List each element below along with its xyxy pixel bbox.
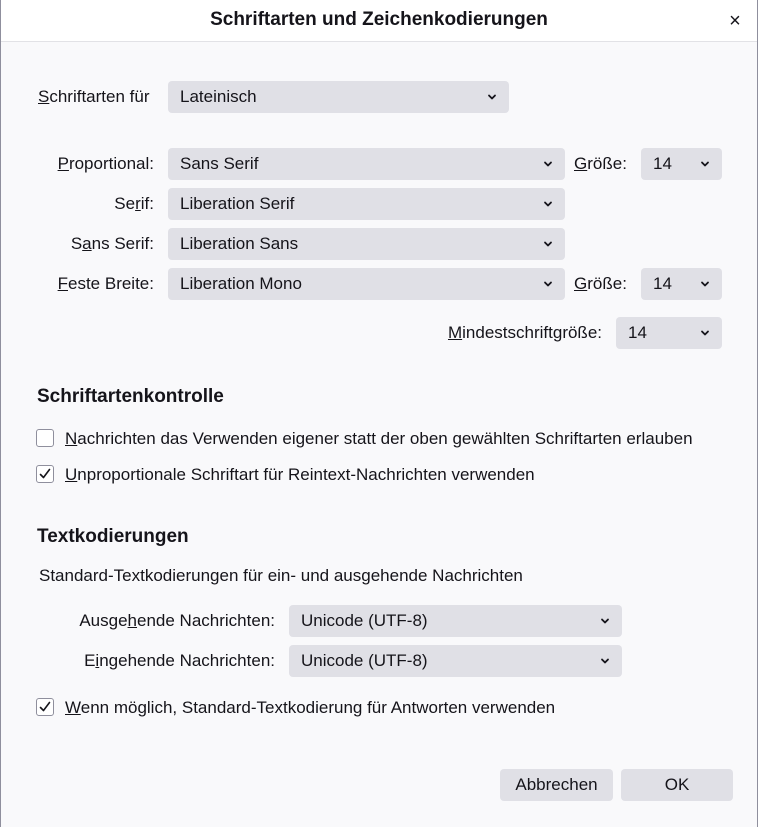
fonts-for-dropdown[interactable] (168, 81, 509, 113)
monospace-font-value: Liberation Mono (180, 274, 302, 293)
fonts-for-label: Schriftarten für (38, 87, 150, 106)
monospace-size-label: Größe: (574, 274, 627, 293)
close-icon: × (729, 10, 741, 32)
reply-default-encoding-checkbox[interactable] (36, 698, 54, 716)
close-button[interactable] (721, 7, 749, 35)
incoming-encoding-label: Eingehende Nachrichten: (84, 651, 275, 670)
outgoing-encoding-value: Unicode (UTF-8) (301, 611, 428, 630)
serif-label: Serif: (114, 194, 154, 213)
chevron-down-icon (487, 92, 497, 102)
incoming-encoding-value: Unicode (UTF-8) (301, 651, 428, 670)
monospace-label: Feste Breite: (57, 274, 154, 293)
chevron-down-icon (543, 159, 553, 169)
proportional-size-dropdown[interactable] (641, 148, 722, 180)
monospace-font-dropdown[interactable] (168, 268, 565, 300)
monospace-plaintext-checkbox[interactable] (36, 465, 54, 483)
text-encoding-description: Standard-Textkodierungen für ein- und ausgehende Nachrichten (39, 566, 523, 585)
chevron-down-icon (600, 616, 610, 626)
serif-font-dropdown[interactable] (168, 188, 565, 220)
proportional-font-dropdown[interactable] (168, 148, 565, 180)
checkmark-icon (38, 700, 52, 714)
monospace-size-dropdown[interactable] (641, 268, 722, 300)
chevron-down-icon (700, 279, 710, 289)
allow-own-fonts-label[interactable]: Nachrichten das Verwenden eigener statt der oben gewählten Schriftarten erlauben (65, 429, 693, 448)
allow-own-fonts-checkbox[interactable] (36, 429, 54, 447)
ok-button[interactable]: OK (621, 769, 733, 801)
reply-default-encoding-label[interactable]: Wenn möglich, Standard-Textkodierung für Antworten verwenden (65, 698, 556, 717)
proportional-label: Proportional: (57, 154, 154, 173)
sans-serif-font-dropdown[interactable] (168, 228, 565, 260)
incoming-encoding-dropdown[interactable] (289, 645, 622, 677)
chevron-down-icon (600, 656, 610, 666)
checkmark-icon (38, 467, 52, 481)
dialog-titlebar (1, 0, 757, 42)
chevron-down-icon (543, 279, 553, 289)
proportional-size-label: Größe: (574, 154, 627, 173)
outgoing-encoding-dropdown[interactable] (289, 605, 622, 637)
serif-font-value: Liberation Serif (180, 194, 295, 213)
chevron-down-icon (543, 239, 553, 249)
sans-serif-font-value: Liberation Sans (180, 234, 299, 253)
chevron-down-icon (700, 159, 710, 169)
min-size-label: Mindestschriftgröße: (447, 323, 602, 342)
chevron-down-icon (543, 199, 553, 209)
outgoing-encoding-label: Ausgehende Nachrichten: (79, 611, 275, 630)
cancel-button[interactable]: Abbrechen (500, 769, 613, 801)
proportional-size-value: 14 (653, 154, 672, 173)
min-size-value: 14 (628, 323, 647, 342)
fonts-for-value: Lateinisch (180, 87, 257, 106)
sans-serif-label: Sans Serif: (70, 234, 154, 253)
min-size-dropdown[interactable] (616, 317, 722, 349)
monospace-plaintext-label[interactable]: Unproportionale Schriftart für Reintext-Nachrichten verwenden (65, 465, 535, 484)
text-encoding-heading: Textkodierungen (37, 526, 189, 547)
font-control-heading: Schriftartenkontrolle (37, 386, 224, 407)
dialog-title: Schriftarten und Zeichenkodierungen (210, 9, 548, 30)
proportional-font-value: Sans Serif (180, 154, 259, 173)
monospace-size-value: 14 (653, 274, 672, 293)
chevron-down-icon (700, 328, 710, 338)
